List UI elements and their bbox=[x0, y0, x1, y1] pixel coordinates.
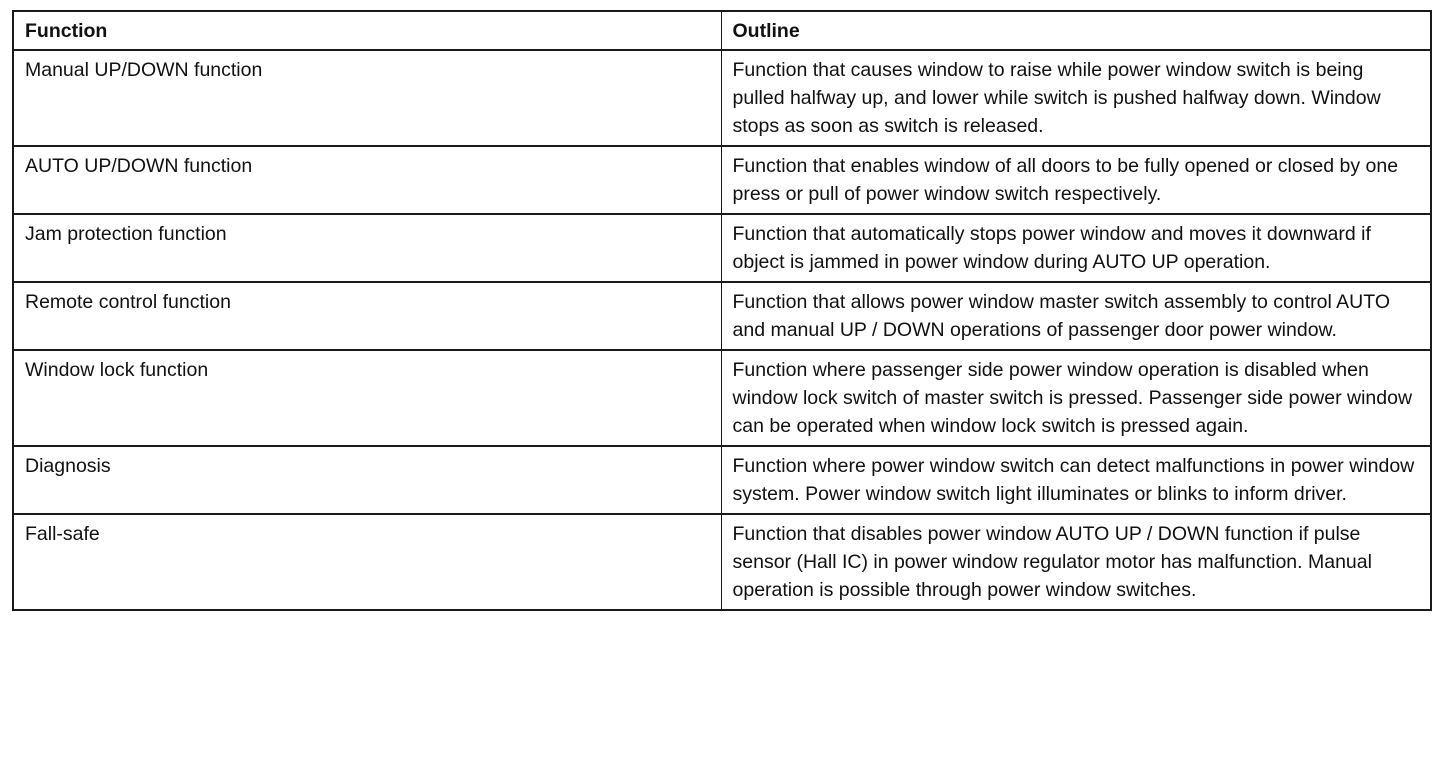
outline-cell: Function that disables power window AUTO UP / DOWN function if pulse sensor (Hall IC) in power window regulator motor has malfunction. Manual operation is possible through power window switches. bbox=[721, 514, 1431, 610]
function-cell: Fall-safe bbox=[13, 514, 721, 610]
table-row bbox=[13, 214, 1431, 282]
outline-cell: Function that enables window of all doors to be fully opened or closed by one press or pull of power window switch respectively. bbox=[721, 146, 1431, 214]
outline-cell: Function that allows power window master switch assembly to control AUTO and manual UP / DOWN operations of passenger door power window. bbox=[721, 282, 1431, 350]
table-row bbox=[13, 282, 1431, 350]
outline-cell: Function that automatically stops power window and moves it downward if object is jammed in power window during AUTO UP operation. bbox=[721, 214, 1431, 282]
function-outline-table bbox=[12, 10, 1432, 611]
outline-cell: Function that causes window to raise while power window switch is being pulled halfway up, and lower while switch is pushed halfway down. Window stops as soon as switch is released. bbox=[721, 50, 1431, 146]
function-cell: Jam protection function bbox=[13, 214, 721, 282]
function-cell: Window lock function bbox=[13, 350, 721, 446]
function-cell: AUTO UP/DOWN function bbox=[13, 146, 721, 214]
outline-cell: Function where power window switch can detect malfunctions in power window system. Power window switch light illuminates or blinks to inform driver. bbox=[721, 446, 1431, 514]
column-header-outline: Outline bbox=[721, 11, 1431, 50]
table-row bbox=[13, 146, 1431, 214]
table-row bbox=[13, 50, 1431, 146]
function-cell: Manual UP/DOWN function bbox=[13, 50, 721, 146]
table-row bbox=[13, 446, 1431, 514]
column-header-function: Function bbox=[13, 11, 721, 50]
table-header-row bbox=[13, 11, 1431, 50]
function-cell: Remote control function bbox=[13, 282, 721, 350]
table-row bbox=[13, 514, 1431, 610]
outline-cell: Function where passenger side power window operation is disabled when window lock switch of master switch is pressed. Passenger side power window can be operated when window lock switch is pressed again. bbox=[721, 350, 1431, 446]
table-row bbox=[13, 350, 1431, 446]
function-cell: Diagnosis bbox=[13, 446, 721, 514]
